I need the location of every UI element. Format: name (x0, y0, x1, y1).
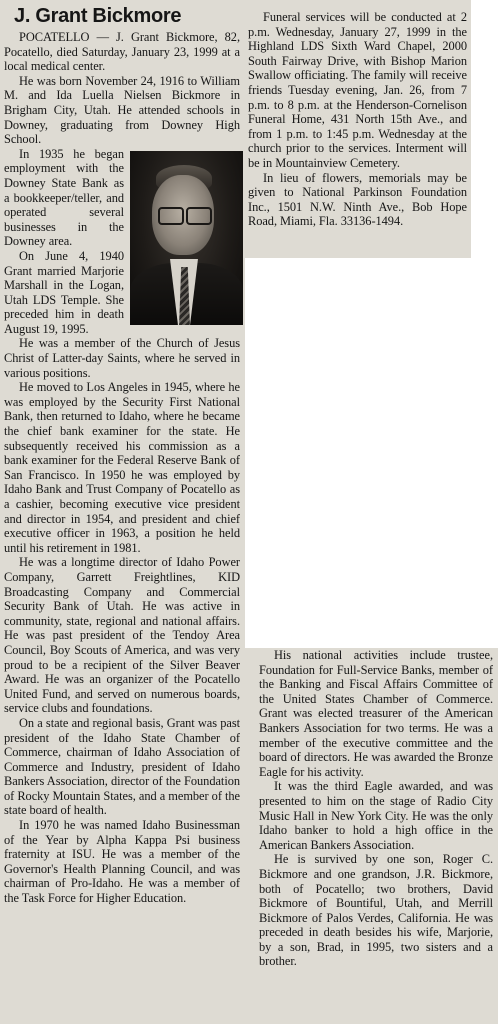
top-right-column (248, 10, 467, 229)
obituary-clipping-left (0, 0, 245, 1024)
portrait-photo (130, 151, 243, 325)
paragraph: He moved to Los Angeles in 1945, where he was employed by the Security First National Bank, then returned to Idaho, where he became the chief bank examiner for the state. He subsequently received his commission as a bank examiner for the Federal Reserve Bank of San Francisco. In 1950 he was employed by Idaho Bank and Trust Company of Pocatello as a cashier, becoming executive vice president and director in 1954, and president and chief executive officer in 1963, a position he held until his retirement in 1981. (4, 380, 240, 555)
paragraph: He is survived by one son, Roger C. Bickmore and one grandson, J.R. Bickmore, both of Pocatello; two brothers, David Bickmore of Bountiful, Utah, and Merrill Bickmore of Palos Verdes, California. He was preceded in death besides his wife, Marjorie, by a son, Brad, in 1995, two sisters and a brother. (259, 852, 493, 969)
obituary-clipping-top-right (245, 0, 471, 258)
paragraph: In 1935 he began employment with the Downey State Bank as a bookkeeper/teller, and operated several businesses in the Downey area. (4, 146, 124, 249)
obituary-headline: J. Grant Bickmore (14, 5, 182, 27)
photo-glasses-right (186, 207, 212, 225)
paragraph: His national activities include trustee, Foundation for Full-Service Banks, member of the Banking and Fiscal Affairs Committee of the United States Chamber of Commerce. Grant was elected treasurer of the American Bankers Association for two terms. He was a member of the executive committee and the board of directors. He was awarded the Bronze Eagle for his activity. (259, 648, 493, 779)
paragraph: He was born November 24, 1916 to William M. and Ida Luella Nielsen Bickmore in Brigham City, Utah. He attended schools in Downey, graduating from Downey High School. (4, 73, 240, 147)
paragraph: It was the third Eagle awarded, and was presented to him on the stage of Radio City Music Hall in New York City. He was the only Idaho banker to hold a high office in the American Bankers Association. (259, 779, 493, 852)
paragraph: POCATELLO — J. Grant Bickmore, 82, Pocatello, died Saturday, January 23, 1999 at a local medical center. (4, 30, 240, 74)
obituary-clipping-bottom-right (245, 648, 498, 1024)
paragraph: Funeral services will be conducted at 2 p.m. Wednesday, January 27, 1999 in the Highland LDS Sixth Ward Chapel, 2000 South Fairway Drive, with Bishop Marion Swallow officiating. The family will receive friends Tuesday evening, Jan. 26, from 7 p.m. to 8 p.m. at the Henderson-Cornelison Funeral Home, 431 North 15th Ave., and from 1 p.m. to 1:45 p.m. Wednesday at the church prior to the services. Interment will be in Mountainview Cemetery. (248, 10, 467, 170)
paragraph: In lieu of flowers, memorials may be given to National Parkinson Foundation Inc., 1501 N.W. Ninth Ave., Bob Hope Road, Miami, Fla. 33136-1494. (248, 170, 467, 229)
left-column (4, 2, 240, 906)
paragraph: On a state and regional basis, Grant was past president of the Idaho State Chamber of Commerce, chairman of Idaho Association of Commerce and Industry, president of Idaho Bankers Association, director of the Foundation of Rocky Mountain States, and a member of the state board of health. (4, 715, 240, 818)
bottom-right-column (259, 648, 493, 969)
photo-glasses-left (158, 207, 184, 225)
paragraph: In 1970 he was named Idaho Businessman of the Year by Alpha Kappa Psi business fraternity at ISU. He was a member of the Governor's Health Planning Council, and was chairman of Pro-Idaho. He was a member of the Task Force for Higher Education. (4, 818, 240, 906)
paragraph: He was a longtime director of Idaho Power Company, Garrett Freightlines, KID Broadcasting Company and Commercial Security Bank of Utah. He was active in community, state, regional and national affairs. He was past president of the Tendoy Area Council, Boy Scouts of America, and was very proud to be a recipient of the Silver Beaver Award. He was an organizer of the Pocatello United Fund, and served on numerous boards, service clubs and foundations. (4, 555, 240, 716)
paragraph: He was a member of the Church of Jesus Christ of Latter-day Saints, where he served in various positions. (4, 336, 240, 380)
paragraph: On June 4, 1940 Grant married Marjorie Marshall in the Logan, Utah LDS Temple. She preceded him in death August 19, 1995. (4, 248, 124, 336)
